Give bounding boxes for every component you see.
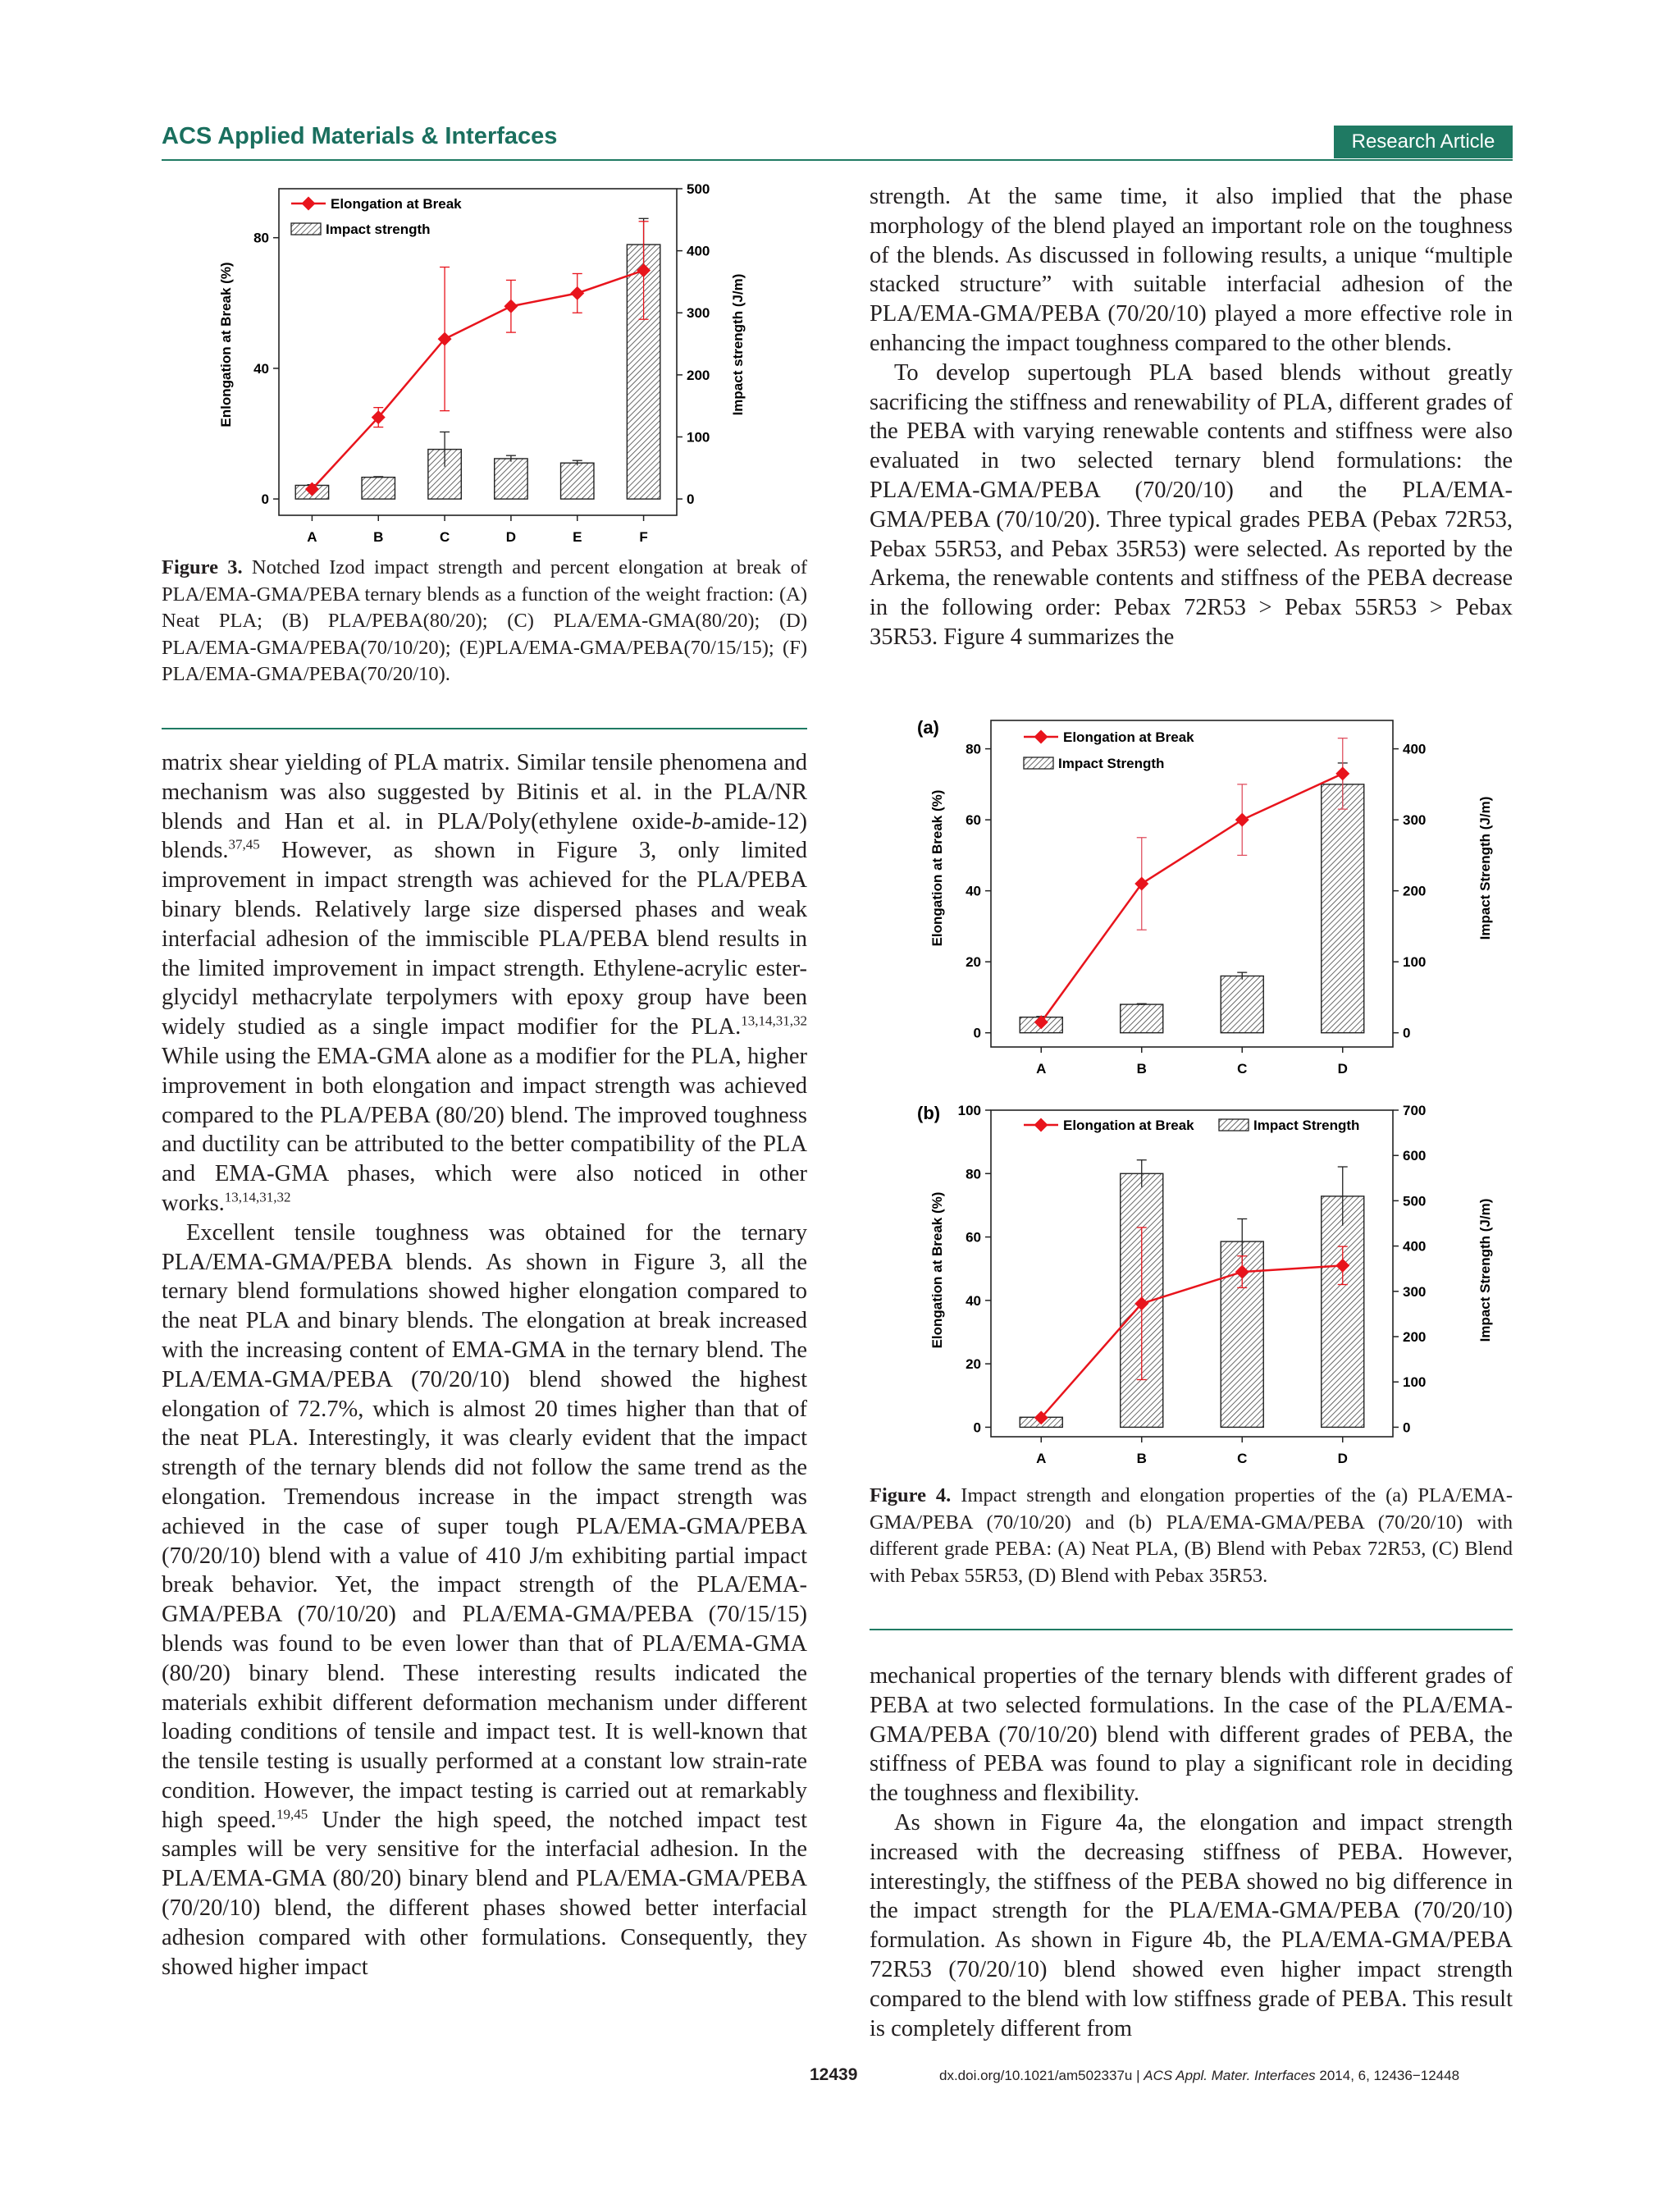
figure-3-caption-text: Notched Izod impact strength and percent elongation at break of PLA/EMA-GMA/PEBA ternary blends as a function of the weight fraction: (A) Neat PLA; (B) PLA/PEBA(80/20); (C) PLA/EMA-GMA(80/20); (D) PLA/EMA-GMA/PEBA(70/10/20); (E)PLA/EMA-GMA/PEBA(70/15/15); (F) PLA/EMA-GMA/PEBA(70/20/10). [162, 556, 808, 685]
fig4a-ytick-right-label: 200 [1403, 883, 1427, 899]
fig4b-ytick-left-label: 60 [966, 1229, 981, 1246]
fig3-ytick-right-label: 300 [687, 305, 710, 322]
fig4b-ytick-right-label: 500 [1403, 1193, 1427, 1209]
fig4a-bar [1221, 976, 1263, 1032]
fig4b-xtick-label: A [1036, 1451, 1047, 1466]
left-paragraph-1: matrix shear yielding of PLA matrix. Similar tensile phenomena and mechanism was also suggested by Bitinis et al. in the PLA/NR blends and Han et al. in PLA/Poly(ethylene oxide-b-amide-12) blends.$^{37,45}$ However, as shown in Figure 3, only limited improvement in impact strength was achieved for the PLA/PEBA binary blends. Relatively large size dispersed phases and weak interfacial adhesion of the immiscible PLA/PEBA blend results in the limited improvement in impact strength. Ethylene-acrylic ester-glycidyl methacrylate terpolymers with epoxy group have been widely studied as a single impact modifier for the PLA.$^{13,14,31,32}$ While using the EMA-GMA alone as a modifier for the PLA, higher improvement in both elongation and impact strength was achieved compared to the PLA/PEBA (80/20) blend. The improved toughness and ductility can be attributed to the better compatibility of the PLA and EMA-GMA phases, which were also noticed in other works.$^{13,14,31,32}$ [162, 750, 807, 1216]
figure-3-rule [162, 728, 807, 729]
right-paragraph-2: To develop supertough PLA based blends without greatly sacrificing the stiffness and renewability of PLA, different grades of the PEBA with varying renewable contents and stiffness were also evaluated in two selected ternary blend formulations: the PLA/EMA-GMA/PEBA (70/20/10) and the PLA/EMA-GMA/PEBA (70/10/20). Three typical grades PEBA (Pebax 72R53, Pebax 55R53, and Pebax 35R53) were selected. As reported by the Arkema, the renewable contents and stiffness of the PEBA decrease in the following order: Pebax 72R53 > Pebax 55R53 > Pebax 35R53. Figure 4 summarizes the [870, 359, 1513, 650]
fig4b-ytick-left-label: 0 [973, 1420, 981, 1436]
fig4b-legend [1024, 1118, 1359, 1133]
fig4b-ytick-left-label: 80 [966, 1166, 981, 1182]
fig3-ytick-left-label: 40 [253, 360, 269, 377]
figure-4-chart [909, 712, 1516, 1467]
fig4a-ytick-left-label: 20 [966, 954, 981, 971]
right-bottom-paragraph-1: mechanical properties of the ternary blends with different grades of PEBA at two selected formulations. In the case of the PLA/EMA-GMA/PEBA (70/10/20) blend with different grades of PEBA, the stiffness of PEBA was found to play a significant role in deciding the toughness and flexibility. [870, 1663, 1513, 1807]
fig3-legend [291, 196, 462, 237]
right-paragraph-1: strength. At the same time, it also implied that the phase morphology of the blend played an important role on the toughness of the blends. As discussed in following results, a unique “multiple stacked structure” with suitable interfacial adhesion of the PLA/EMA-GMA/PEBA (70/20/10) played a more effective role in enhancing the impact toughness compared to the other blends. [870, 184, 1513, 356]
fig4a-xtick-label: D [1337, 1061, 1348, 1077]
figure-3-caption-label: Figure 3. [162, 556, 243, 578]
fig4b-xtick-label: B [1136, 1451, 1147, 1466]
fig4a-ytick-right-label: 0 [1403, 1025, 1411, 1041]
fig3-bar [495, 459, 527, 499]
article-type-badge: Research Article [1334, 126, 1513, 158]
fig4b-ytick-left-label: 100 [957, 1103, 981, 1118]
fig4b-ytick-left-label: 40 [966, 1292, 981, 1309]
fig4a-xtick-label: A [1036, 1061, 1047, 1077]
figure-4-rule [870, 1629, 1513, 1630]
left-paragraph-2: Excellent tensile toughness was obtained for the ternary PLA/EMA-GMA/PEBA blends. As shown in Figure 3, all the ternary blend formulations showed higher elongation compared to the neat PLA and binary blends. The elongation at break increased with the increasing content of EMA-GMA in the ternary blend. The PLA/EMA-GMA/PEBA (70/20/10) blend showed the highest elongation of 72.7%, which is almost 20 times higher than that of the neat PLA. Interestingly, it was clearly evident that the impact strength of the ternary blends did not follow the same trend as the elongation. Tremendous increase in the impact strength was achieved in the case of super tough PLA/EMA-GMA/PEBA (70/20/10) blend with a value of 410 J/m exhibiting partial impact break behavior. Yet, the impact strength of the PLA/EMA-GMA/PEBA (70/10/20) and PLA/EMA-GMA/PEBA (70/15/15) blends was found to be even lower than that of PLA/EMA-GMA (80/20) binary blend. These interesting results indicated the materials exhibit different deformation mechanism under different loading conditions of tensile and impact test. It is well-known that the tensile testing is usually performed at a constant low strain-rate condition. However, the impact testing is carried out at remarkably high speed.$^{19,45}$ Under the high speed, the notched impact test samples will be very sensitive for the interfacial adhesion. In the PLA/EMA-GMA (80/20) binary blend and PLA/EMA-GMA/PEBA (70/20/10) blend, the different phases showed better interfacial adhesion compared with other formulations. Consequently, they showed higher impact [162, 1219, 808, 1980]
fig3-ytick-right-label: 500 [687, 181, 710, 197]
fig3-xtick-label: B [373, 529, 384, 545]
figure-4-caption-text: Impact strength and elongation properties of the (a) PLA/EMA-GMA/PEBA (70/10/20) and (b) PLA/EMA-GMA/PEBA (70/20/10) with different grade PEBA: (A) Neat PLA, (B) Blend with Pebax 72R53, (C) Blend with Pebax 55R53, (D) Blend with Pebax 35R53. [870, 1484, 1513, 1587]
fig4a-legend [1024, 729, 1194, 771]
fig4b-ytick-right-label: 600 [1403, 1148, 1427, 1164]
right-column-top [870, 182, 1513, 652]
fig4b-y-right-label: Impact Strength (J/m) [1477, 1198, 1493, 1342]
right-column-bottom [870, 1662, 1513, 2043]
fig4a-legend-bar-label: Impact Strength [1058, 756, 1165, 771]
fig4b-legend-bar-label: Impact Strength [1253, 1118, 1360, 1133]
fig3-legend-bar-label: Impact strength [326, 222, 431, 237]
fig3-line [312, 271, 643, 490]
fig3-ytick-left-label: 0 [261, 491, 269, 508]
fig4a-ytick-right-label: 300 [1403, 812, 1427, 829]
fig4b-ytick-right-label: 400 [1403, 1238, 1427, 1255]
footer-citation: dx.doi.org/10.1021/am502337u | ACS Appl. Mater. Interfaces 2014, 6, 12436−12448 [939, 2068, 1460, 2083]
fig3-point [570, 286, 584, 300]
header-rule [162, 159, 1513, 161]
fig4a-bar [1322, 784, 1364, 1033]
fig3-ytick-right-label: 0 [687, 491, 695, 508]
page-number: 12439 [810, 2065, 858, 2084]
fig4a-ytick-left-label: 0 [973, 1025, 981, 1041]
fig4b-y-left-label: Elongation at Break (%) [929, 1191, 945, 1349]
fig4a-point [1134, 877, 1148, 891]
fig4a-ytick-left-label: 80 [966, 741, 981, 757]
fig3-y-right-label: Impact strength (J/m) [730, 273, 746, 416]
fig3-ytick-right-label: 400 [687, 243, 710, 259]
figure-4-caption [870, 1483, 1513, 1589]
right-bottom-paragraph-2: As shown in Figure 4a, the elongation and impact strength increased with the decreasing stiffness of PEBA. However, interestingly, the stiffness of the PEBA showed no big difference in the impact strength for the PLA/EMA-GMA/PEBA (70/20/10) formulation. As shown in Figure 4b, the PLA/EMA-GMA/PEBA 72R53 (70/20/10) blend showed even higher impact strength compared to the blend with low stiffness grade of PEBA. This result is completely different from [870, 1809, 1513, 2041]
fig4b-xtick-label: C [1237, 1451, 1248, 1466]
left-column [162, 748, 807, 1982]
fig3-y-left-label: Enlongation at Break (%) [218, 262, 234, 427]
fig4b-ytick-right-label: 200 [1403, 1329, 1427, 1346]
fig4a-ytick-left-label: 40 [966, 883, 981, 899]
fig3-ytick-right-label: 100 [687, 429, 710, 446]
fig4a-panel-label: (a) [917, 717, 939, 738]
fig4a-line [1041, 774, 1343, 1022]
fig4b-ytick-right-label: 700 [1403, 1103, 1427, 1118]
fig3-bar [362, 478, 395, 499]
fig3-legend-line-label: Elongation at Break [331, 196, 462, 212]
fig3-xtick-label: D [505, 529, 517, 545]
fig4a-xtick-label: C [1237, 1061, 1248, 1077]
fig3-xtick-label: E [573, 529, 582, 545]
fig4a-legend-line-label: Elongation at Break [1063, 729, 1194, 745]
fig4b-ytick-right-label: 100 [1403, 1374, 1427, 1391]
fig4b-line [1041, 1265, 1343, 1417]
fig3-point [504, 299, 518, 313]
fig3-ytick-right-label: 200 [687, 367, 710, 383]
fig4a-ytick-left-label: 60 [966, 812, 981, 829]
fig3-bar [561, 463, 594, 499]
fig4b-xtick-label: D [1337, 1451, 1348, 1466]
fig4a-ytick-right-label: 100 [1403, 954, 1427, 971]
fig4b-panel-label: (b) [917, 1103, 941, 1123]
fig4b-ytick-left-label: 20 [966, 1356, 981, 1373]
journal-title: ACS Applied Materials & Interfaces [162, 123, 558, 149]
fig4b-ytick-right-label: 300 [1403, 1283, 1427, 1300]
fig4a-bar [1121, 1004, 1163, 1033]
fig4b-legend-line-label: Elongation at Break [1063, 1118, 1194, 1133]
fig3-xtick-label: F [639, 529, 648, 545]
footer-doi-link[interactable]: dx.doi.org/10.1021/am502337u [939, 2068, 1133, 2083]
fig4a-y-left-label: Elongation at Break (%) [929, 789, 945, 947]
figure-4-caption-label: Figure 4. [870, 1484, 952, 1506]
fig4a-point [1235, 813, 1249, 827]
figure-3-chart [209, 181, 751, 546]
fig3-xtick-label: A [307, 529, 317, 545]
fig3-ytick-left-label: 80 [253, 230, 269, 246]
fig4b-ytick-right-label: 0 [1403, 1420, 1411, 1436]
fig4a-xtick-label: B [1136, 1061, 1147, 1077]
fig4b-bar [1322, 1196, 1364, 1428]
fig4a-ytick-right-label: 400 [1403, 741, 1427, 757]
fig3-frame [279, 189, 677, 515]
figure-3-caption [162, 555, 807, 688]
fig4a-point [1335, 766, 1349, 780]
fig3-xtick-label: C [439, 529, 450, 545]
fig4a-y-right-label: Impact Strength (J/m) [1477, 796, 1493, 940]
